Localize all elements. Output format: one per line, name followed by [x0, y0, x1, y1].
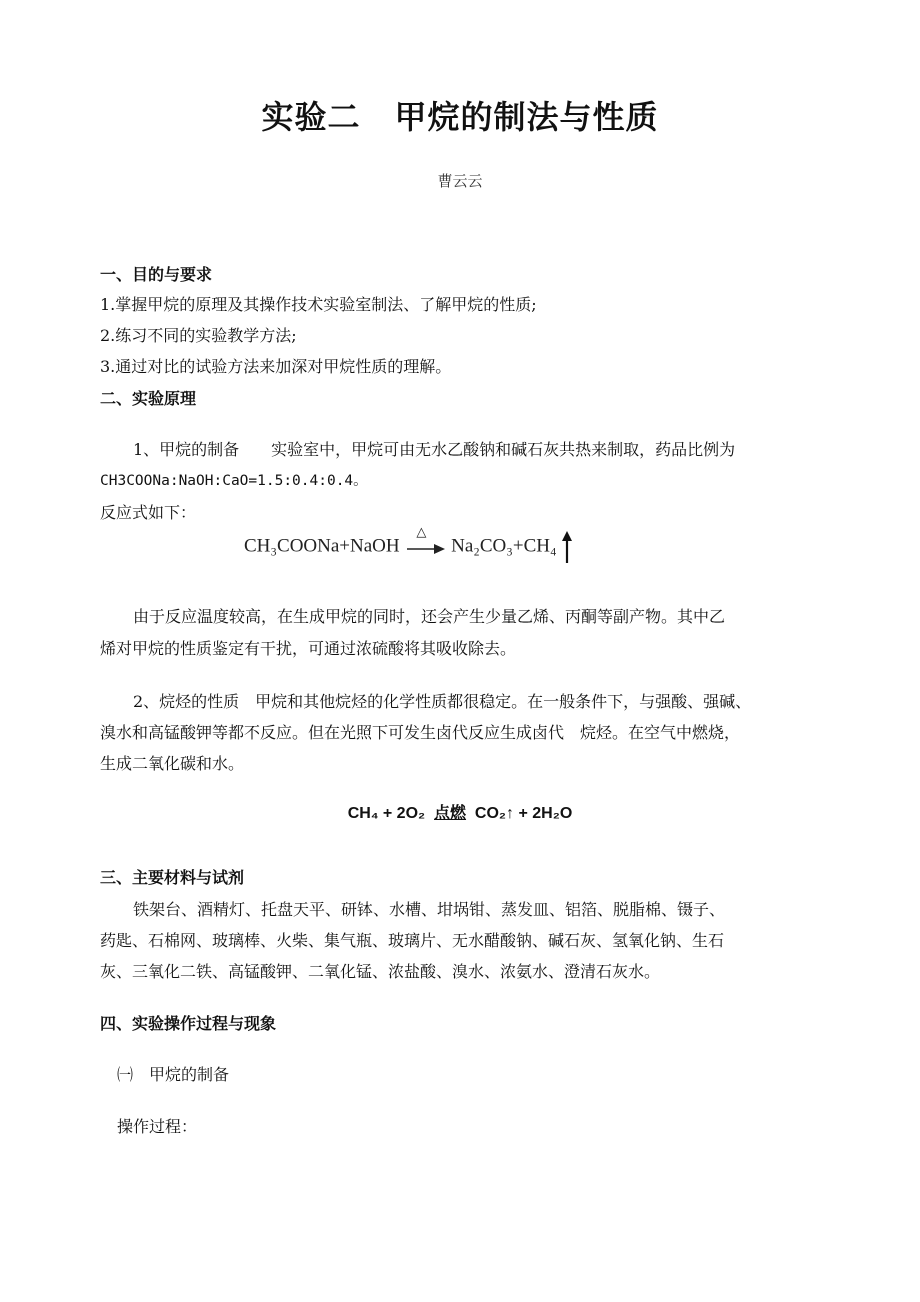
combustion-equation — [0, 800, 920, 823]
section-4-heading: 四、实验操作过程与现象 — [100, 1014, 277, 1033]
title-part2: 甲烷的制法与性质 — [394, 98, 659, 136]
eq2-right: CO₂↑ + 2H₂O — [474, 805, 573, 822]
principle-para3-line2: 溴水和高锰酸钾等都不反应。但在光照下可发生卤代反应生成卤代 烷烃。在空气中燃烧， — [100, 723, 741, 742]
eq1-products: Na₂CO₃+CH₄ — [451, 535, 557, 557]
preparation-equation — [244, 524, 573, 564]
section-1-heading: 一、目的与要求 — [100, 265, 213, 284]
right-arrow-icon — [404, 536, 446, 558]
eq1-condition: △ — [416, 524, 427, 539]
objective-1: 1.掌握甲烷的原理及其操作技术实验室制法、了解甲烷的性质; — [100, 295, 537, 314]
materials-line2: 药匙、石棉网、玻璃棒、火柴、集气瓶、玻璃片、无水醋酸钠、碱石灰、氢氧化钠、生石 — [100, 931, 725, 950]
author: 曹云云 — [437, 172, 483, 190]
section-2-heading: 二、实验原理 — [100, 389, 197, 408]
principle-para2-line1: 由于反应温度较高，在生成甲烷的同时，还会产生少量乙烯、丙酮等副产物。其中乙 — [133, 607, 726, 626]
section-3-heading: 三、主要材料与试剂 — [100, 868, 245, 887]
page-title — [0, 92, 920, 138]
eq2-condition: 点燃 — [434, 803, 467, 822]
reaction-intro: 反应式如下： — [100, 503, 197, 522]
objective-3: 3.通过对比的试验方法来加深对甲烷性质的理解。 — [100, 357, 452, 376]
title-part1: 实验二 — [261, 98, 361, 136]
eq2-left: CH₄ + 2O₂ — [347, 805, 426, 822]
eq1-reactants: CH₃COONa+NaOH — [244, 535, 400, 557]
objective-2: 2.练习不同的实验教学方法; — [100, 326, 297, 345]
principle-para3-line1: 2、烷烃的性质 甲烷和其他烷烃的化学性质都很稳定。在一般条件下，与强酸、强碱、 — [133, 692, 752, 711]
principle-para1-line1: 1、甲烷的制备 实验室中，甲烷可由无水乙酸钠和碱石灰共热来制取，药品比例为 — [133, 440, 736, 459]
subsection-1-heading: ㈠ 甲烷的制备 — [117, 1065, 230, 1084]
principle-para3-line3: 生成二氧化碳和水。 — [100, 754, 245, 773]
materials-line3: 灰、三氧化二铁、高锰酸钾、二氧化锰、浓盐酸、溴水、浓氨水、澄清石灰水。 — [100, 962, 661, 981]
procedure-label: 操作过程： — [117, 1117, 198, 1136]
materials-line1: 铁架台、酒精灯、托盘天平、研钵、水槽、坩埚钳、蒸发皿、铝箔、脱脂棉、镊子、 — [133, 900, 726, 919]
heat-arrow — [404, 524, 446, 558]
gas-up-arrow-icon — [561, 530, 573, 564]
principle-para2-line2: 烯对甲烷的性质鉴定有干扰，可通过浓硫酸将其吸收除去。 — [100, 639, 517, 658]
principle-para1-line2: CH3COONa:NaOH:CaO=1.5:0.4:0.4。 — [100, 473, 368, 489]
